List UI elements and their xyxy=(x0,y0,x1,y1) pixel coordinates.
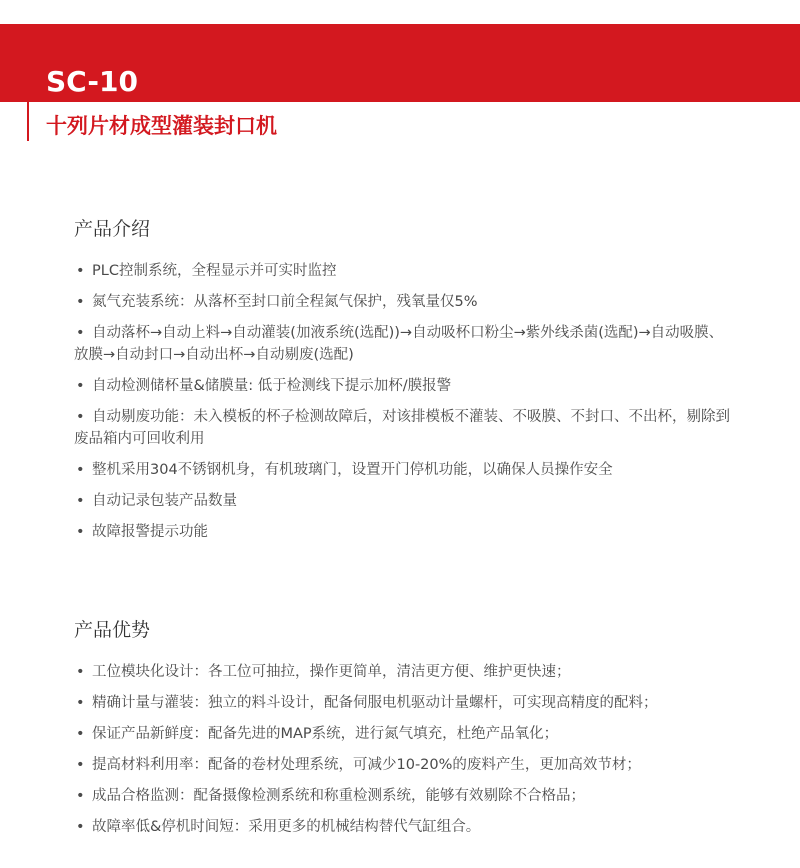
list-item: • 自动记录包装产品数量 xyxy=(74,490,734,512)
bullet-icon: • xyxy=(76,325,85,341)
bullet-icon: • xyxy=(76,819,85,835)
model-number: SC-10 xyxy=(46,65,138,98)
list-item: • 氮气充装系统：从落杯至封口前全程氮气保护，残氧量仅5% xyxy=(74,291,734,313)
advantages-section xyxy=(74,615,734,847)
list-item: • 自动剔废功能：未入模板的杯子检测故障后，对该排模板不灌装、不吸膜、不封口、不出杯，剔除到废品箱内可回收利用 xyxy=(74,406,734,450)
bullet-icon: • xyxy=(76,664,85,680)
bullet-icon: • xyxy=(76,524,85,540)
list-item: • 保证产品新鲜度：配备先进的MAP系统，进行氮气填充，杜绝产品氧化； xyxy=(74,723,734,745)
bullet-icon: • xyxy=(76,695,85,711)
bullet-icon: • xyxy=(76,378,85,394)
list-item: • 提高材料利用率：配备的卷材处理系统，可减少10-20%的废料产生，更加高效节材； xyxy=(74,754,734,776)
bullet-icon: • xyxy=(76,757,85,773)
list-item: • 整机采用304不锈钢机身，有机玻璃门，设置开门停机功能，以确保人员操作安全 xyxy=(74,459,734,481)
bullet-icon: • xyxy=(76,263,85,279)
advantages-heading: 产品优势 xyxy=(74,619,151,641)
bullet-icon: • xyxy=(76,462,85,478)
list-item: • PLC控制系统，全程显示并可实时监控 xyxy=(74,260,734,282)
accent-rule xyxy=(27,67,29,141)
bullet-icon: • xyxy=(76,294,85,310)
bullet-icon: • xyxy=(76,493,85,509)
bullet-icon: • xyxy=(76,726,85,742)
list-item: • 自动落杯→自动上料→自动灌装(加液系统(选配))→自动吸杯口粉尘→紫外线杀菌(选配)→自动吸膜、放膜→自动封口→自动出杯→自动剔废(选配) xyxy=(74,322,734,366)
list-item: • 精确计量与灌装：独立的料斗设计，配备伺服电机驱动计量螺杆，可实现高精度的配料； xyxy=(74,692,734,714)
list-item: • 成品合格监测：配备摄像检测系统和称重检测系统，能够有效剔除不合格品； xyxy=(74,785,734,807)
product-title: 十列片材成型灌装封口机 xyxy=(46,114,277,138)
bullet-icon: • xyxy=(76,788,85,804)
list-item: • 工位模块化设计：各工位可抽拉，操作更简单，清洁更方便、维护更快速； xyxy=(74,661,734,683)
intro-list xyxy=(74,260,734,543)
bullet-icon: • xyxy=(76,409,85,425)
intro-heading: 产品介绍 xyxy=(74,218,151,240)
intro-section xyxy=(74,214,734,552)
list-item: • 故障率低&停机时间短：采用更多的机械结构替代气缸组合。 xyxy=(74,816,734,838)
advantages-list xyxy=(74,661,734,838)
list-item: • 自动检测储杯量&储膜量: 低于检测线下提示加杯/膜报警 xyxy=(74,375,734,397)
list-item: • 故障报警提示功能 xyxy=(74,521,734,543)
